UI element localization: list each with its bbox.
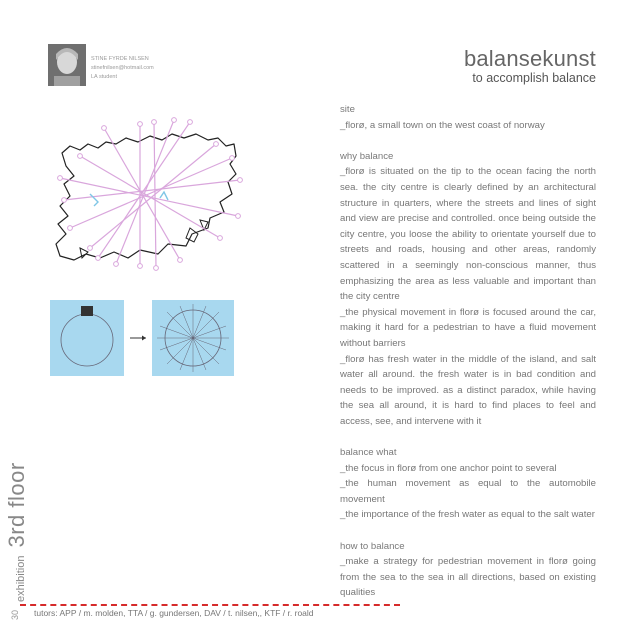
- section-line: _florø, a small town on the west coast of norway: [340, 119, 545, 131]
- page-title: balansekunst: [463, 46, 596, 71]
- section-line: _florø has fresh water in the middle of the island, and salt water all around. the fresh water is in bad condition and needs to be improved. as a distinct paradox, while having the sea all around, it is hard to find places to feel and access, see, and intervene with it: [340, 353, 596, 427]
- text-column: [340, 102, 596, 617]
- author-email: stinefnilsen@hotmail.com: [91, 65, 154, 71]
- exhibition-big: 3rd floor: [4, 462, 29, 548]
- section-heading: balance what: [340, 447, 397, 459]
- section-line: _the importance of the fresh water as equal to the salt water: [340, 509, 595, 521]
- section-heading: why balance: [340, 150, 394, 162]
- section-line: _the focus in florø from one anchor point to several: [340, 462, 557, 474]
- author-role: LA student: [91, 74, 117, 80]
- section-line: _florø is situated on the tip to the ocean facing the north sea. the city centre is clearly defined by an architectural structure in quarters, where the streets and lines of sight and view are precise and controlled. once being outside the city centre, you loose the ability to orientate yourself due to streets and roads, housing and other areas, randomly scattered in a seemingly non-conscious manner, thus emphasizing the area as less valuable and important than the city centre: [340, 166, 596, 303]
- section-why-balance: [340, 149, 596, 430]
- section-line: _make a strategy for pedestrian movement in florø going from the sea to the sea in all directions, based on existing qualities: [340, 556, 596, 599]
- exhibition-label: [4, 462, 30, 602]
- section-how-to-balance: [340, 539, 596, 601]
- section-heading: how to balance: [340, 540, 405, 552]
- section-line: _the human movement as equal to the automobile movement: [340, 478, 596, 505]
- divider-dashed: [20, 604, 400, 606]
- concept-diagram: [50, 300, 234, 376]
- author-info: [91, 55, 154, 82]
- page-subtitle: to accomplish balance: [472, 71, 596, 85]
- section-line: _the physical movement in florø is focused around the car, making it hard for a pedestrian to have a fluid movement without barriers: [340, 306, 596, 349]
- section-heading: site: [340, 104, 355, 115]
- author-name: STINE FYRDE NILSEN: [91, 56, 149, 62]
- exhibition-small: exhibition: [15, 555, 27, 602]
- section-balance-what: [340, 445, 596, 523]
- tutors-line: tutors: APP / m. molden, TTA / g. gundersen, DAV / t. nilsen,, KTF / r. roald: [34, 608, 314, 618]
- section-site: [340, 102, 596, 133]
- author-photo: [48, 44, 86, 86]
- page-number: 30: [10, 609, 20, 620]
- island-map: [40, 108, 270, 280]
- island-outline: [56, 134, 236, 260]
